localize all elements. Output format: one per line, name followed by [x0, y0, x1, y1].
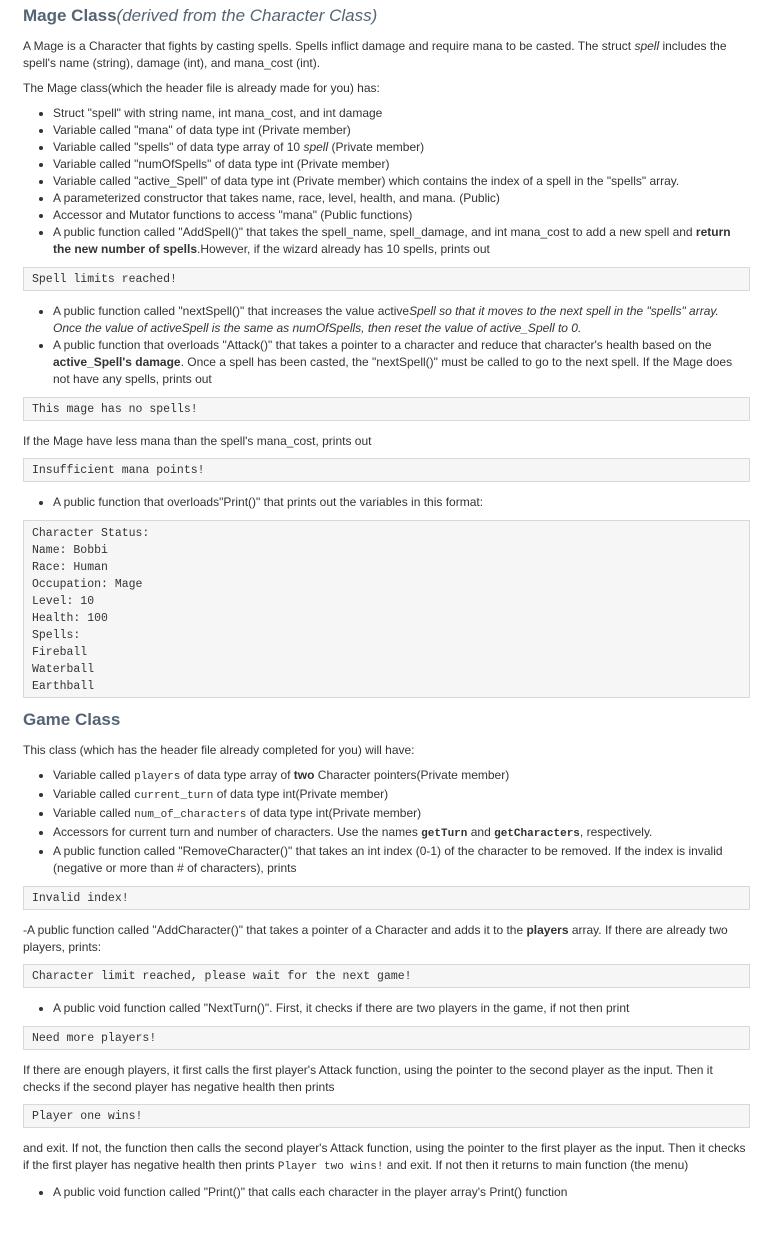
paragraph-text: and exit. If not, the function then calls the second player's Attack function, using the pointer to the first player as the input. Then it checks if the first player has negative health then prints: [23, 1141, 746, 1172]
mage-class-subtitle: (derived from the Character Class): [116, 6, 378, 25]
list-item-text: of data type array of: [180, 768, 294, 782]
code-block-character-status: Character Status: Name: Bobbi Race: Human Occupation: Mage Level: 10 Health: 100 Spells: Fireball Waterball Earthball: [23, 520, 750, 698]
mage-members-list: [23, 105, 750, 258]
paragraph-bold: players: [526, 923, 569, 937]
list-item: • A public void function called "Print()" that calls each character in the player array's Print() function: [53, 1184, 750, 1201]
list-item-bold: return the new number of spells: [53, 225, 731, 256]
list-item-emphasis: spell: [303, 140, 329, 154]
inline-code: getTurn: [421, 828, 468, 840]
less-mana-paragraph: If the Mage have less mana than the spell's mana_cost, prints out: [23, 434, 372, 448]
list-item: • Variable called "active_Spell" of data type int (Private member) which contains the index of a spell in the "spells" array.: [53, 173, 750, 190]
mage-intro-paragraph: [23, 38, 750, 72]
mage-intro-spell-term: spell: [634, 39, 660, 53]
list-item-emphasis-end: Spell is the same as numOfSpells, then reset the value of active_Spell to 0.: [181, 321, 582, 335]
list-item-text: Accessors for current turn and number of characters. Use the names: [53, 825, 422, 839]
list-item-bold: two: [293, 768, 315, 782]
list-item-text: A public function that overloads "Attack()" that takes a pointer to a character and reduce that character's health based on the: [53, 338, 712, 352]
list-item-text-end: Character pointers(Private member): [314, 768, 510, 782]
code-block-invalid-index: Invalid index!: [23, 886, 750, 910]
list-item-text: and: [467, 825, 495, 839]
list-item: [53, 337, 750, 388]
enough-players-paragraph: If there are enough players, it first calls the first player's Attack function, using the pointer to the second player as the input. Then it checks if the second player has negative health then prints: [23, 1063, 713, 1094]
list-item-text-end: of data type int(Private member): [246, 806, 422, 820]
mage-has-paragraph: The Mage class(which the header file is already made for you) has:: [23, 81, 380, 95]
mage-intro-text: A Mage is a Character that fights by casting spells. Spells inflict damage and require mana to be casted. The struct: [23, 39, 635, 53]
game-print-list: [23, 1184, 750, 1201]
list-item: [53, 824, 750, 843]
list-item-text: Variable called: [53, 768, 135, 782]
list-item: [53, 303, 750, 337]
paragraph-text-end: array. If there are already two players, prints:: [23, 923, 728, 954]
list-item: • A public function called "RemoveCharacter()" that takes an int index (0-1) of the character to be removed. If the index is invalid (negative or more than # of characters), prints: [53, 843, 750, 877]
list-item-text-end: , respectively.: [579, 825, 653, 839]
list-item: • Struct "spell" with string name, int mana_cost, and int damage: [53, 105, 750, 122]
list-item-text: A public function called "AddSpell()" that takes the spell_name, spell_damage, and int mana_cost to add a new spell and: [53, 225, 696, 239]
add-character-paragraph: [23, 922, 750, 956]
inline-code: getCharacters: [494, 828, 580, 840]
list-item: • A public void function called "NextTurn()". First, it checks if there are two players in the game, if not then print: [53, 1000, 750, 1017]
list-item-emphasis: Spell so that it moves to the next spell in the "spells" array. Once the value of active: [53, 304, 719, 335]
exit-paragraph: [23, 1140, 750, 1176]
code-block-need-players: Need more players!: [23, 1026, 750, 1050]
code-block-insufficient-mana: Insufficient mana points!: [23, 458, 750, 482]
list-item: [53, 786, 750, 805]
mage-intro-text-end: includes the spell's name (string), damage (int), and mana_cost (int).: [23, 39, 727, 70]
list-item: [53, 224, 750, 258]
game-members-list: [23, 767, 750, 877]
code-block-no-spells: This mage has no spells!: [23, 397, 750, 421]
inline-code: num_of_characters: [134, 809, 247, 821]
inline-code: players: [134, 771, 181, 783]
code-block-spell-limit: Spell limits reached!: [23, 267, 750, 291]
list-item: • A public function that overloads"Print()" that prints out the variables in this format:: [53, 494, 750, 511]
list-item-text-end: .However, if the wizard already has 10 spells, prints out: [197, 242, 490, 256]
code-block-player-one-wins: Player one wins!: [23, 1104, 750, 1128]
code-block-character-limit: Character limit reached, please wait for the next game!: [23, 964, 750, 988]
list-item: • Variable called "mana" of data type int (Private member): [53, 122, 750, 139]
list-item: [53, 805, 750, 824]
inline-code: current_turn: [134, 790, 214, 802]
game-class-heading: Game Class: [23, 710, 121, 729]
list-item-text: Variable called "spells" of data type array of 10: [53, 140, 304, 154]
list-item: [53, 767, 750, 786]
game-nextturn-list: [23, 1000, 750, 1017]
list-item: • Variable called "numOfSpells" of data type int (Private member): [53, 156, 750, 173]
mage-functions-list: [23, 303, 750, 388]
list-item: • Accessor and Mutator functions to access "mana" (Public functions): [53, 207, 750, 224]
document: [0, 6, 773, 1201]
list-item-text-end: of data type int(Private member): [213, 787, 389, 801]
paragraph-text: -A public function called "AddCharacter()" that takes a pointer of a Character and adds it to the: [23, 923, 527, 937]
mage-class-heading: [23, 6, 750, 26]
inline-code: Player two wins!: [277, 1161, 384, 1173]
list-item-text: A public function called "nextSpell()" that increases the value active: [53, 304, 410, 318]
list-item-text: Variable called: [53, 787, 135, 801]
list-item: [53, 139, 750, 156]
list-item-text-end: . Once a spell has been casted, the "nextSpell()" must be called to go to the next spell. If the Mage does not have any spells, prints out: [53, 355, 733, 386]
list-item-text: Variable called: [53, 806, 135, 820]
list-item-bold: active_Spell's damage: [53, 355, 181, 369]
mage-print-list: [23, 494, 750, 511]
list-item-text-end: (Private member): [328, 140, 425, 154]
paragraph-text-end: and exit. If not then it returns to main function (the menu): [383, 1158, 689, 1172]
mage-class-title: Mage Class: [23, 6, 117, 25]
game-intro-paragraph: This class (which has the header file already completed for you) will have:: [23, 743, 415, 757]
list-item: • A parameterized constructor that takes name, race, level, health, and mana. (Public): [53, 190, 750, 207]
